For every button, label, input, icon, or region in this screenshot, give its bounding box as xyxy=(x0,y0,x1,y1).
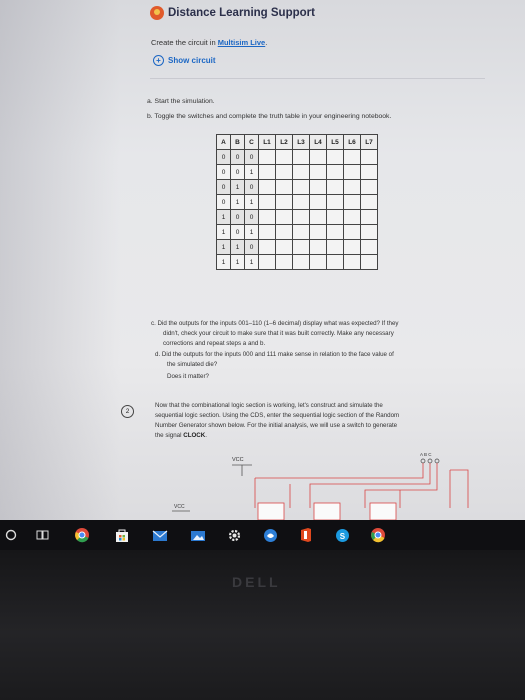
section-divider xyxy=(150,78,485,79)
output-cell[interactable] xyxy=(310,225,327,240)
header-c: C xyxy=(245,135,259,150)
output-cell[interactable] xyxy=(310,195,327,210)
chrome-icon[interactable] xyxy=(72,524,92,546)
input-cell: 1 xyxy=(245,255,259,270)
output-cell[interactable] xyxy=(259,165,276,180)
output-cell[interactable] xyxy=(327,195,344,210)
truth-table-row xyxy=(217,195,378,210)
output-cell[interactable] xyxy=(276,150,293,165)
output-cell[interactable] xyxy=(310,210,327,225)
input-cell: 0 xyxy=(231,165,245,180)
output-cell[interactable] xyxy=(276,195,293,210)
input-cell: 0 xyxy=(231,150,245,165)
output-cell[interactable] xyxy=(259,150,276,165)
input-cell: 1 xyxy=(245,165,259,180)
header-l4: L4 xyxy=(310,135,327,150)
output-cell[interactable] xyxy=(293,255,310,270)
step-b: b. Toggle the switches and complete the truth table in your engineering notebook. xyxy=(147,113,392,120)
output-cell[interactable] xyxy=(310,255,327,270)
output-cell[interactable] xyxy=(259,195,276,210)
output-cell[interactable] xyxy=(327,165,344,180)
input-cell: 0 xyxy=(217,180,231,195)
output-cell[interactable] xyxy=(310,150,327,165)
output-cell[interactable] xyxy=(344,180,361,195)
question-d-line2: the simulated die? xyxy=(167,361,218,368)
truth-table-row xyxy=(217,255,378,270)
truth-table xyxy=(216,134,378,270)
output-cell[interactable] xyxy=(344,255,361,270)
chrome-alt-icon[interactable] xyxy=(368,524,388,546)
input-cell: 0 xyxy=(245,150,259,165)
multisim-live-link[interactable]: Multisim Live xyxy=(217,38,266,47)
header-l3: L3 xyxy=(293,135,310,150)
input-cell: 1 xyxy=(245,195,259,210)
output-cell[interactable] xyxy=(344,150,361,165)
header-l2: L2 xyxy=(276,135,293,150)
question-d-line1: d. Did the outputs for the inputs 000 and 111 make sense in relation to the face value of xyxy=(155,351,394,358)
output-cell[interactable] xyxy=(344,240,361,255)
svg-text:S: S xyxy=(339,531,345,541)
mail-icon[interactable] xyxy=(150,524,170,546)
output-cell[interactable] xyxy=(259,180,276,195)
header-a: A xyxy=(217,135,231,150)
vcc-bottom-label: VCC xyxy=(174,504,185,510)
truth-table-row xyxy=(217,210,378,225)
input-cell: 0 xyxy=(217,165,231,180)
truth-table-row xyxy=(217,240,378,255)
input-cell: 1 xyxy=(231,180,245,195)
truth-table-header-row xyxy=(217,135,378,150)
input-cell: 0 xyxy=(217,150,231,165)
input-cell: 1 xyxy=(217,240,231,255)
output-cell[interactable] xyxy=(276,210,293,225)
truth-table-row xyxy=(217,225,378,240)
instruction-prefix: Create the circuit in xyxy=(151,38,216,47)
output-cell[interactable] xyxy=(361,150,378,165)
output-cell[interactable] xyxy=(259,210,276,225)
flipflop-2 xyxy=(314,503,340,520)
output-cell[interactable] xyxy=(276,240,293,255)
output-cell[interactable] xyxy=(327,225,344,240)
flipflop-1 xyxy=(258,503,284,520)
truth-table-body xyxy=(217,150,378,270)
input-cell: 1 xyxy=(231,240,245,255)
input-cell: 1 xyxy=(217,210,231,225)
skype-icon[interactable] xyxy=(332,524,352,546)
step-2-text xyxy=(155,401,485,441)
sequential-logic-schematic xyxy=(150,448,490,520)
step-2-number: 2 xyxy=(121,405,134,418)
output-cell[interactable] xyxy=(259,255,276,270)
red-wires xyxy=(255,463,468,508)
output-cell[interactable] xyxy=(344,225,361,240)
input-cell: 0 xyxy=(217,195,231,210)
input-cell: 0 xyxy=(245,240,259,255)
distance-learning-logo-icon xyxy=(150,6,164,20)
input-cell: 0 xyxy=(231,210,245,225)
task-view-icon[interactable] xyxy=(34,524,50,546)
input-cell: 1 xyxy=(217,225,231,240)
probe-c xyxy=(435,459,439,463)
output-cell[interactable] xyxy=(327,180,344,195)
output-cell[interactable] xyxy=(344,210,361,225)
output-cell[interactable] xyxy=(293,165,310,180)
input-cell: 0 xyxy=(245,210,259,225)
question-c-line1: c. Did the outputs for the inputs 001–110 (1–6 decimal) display what was expected? If they xyxy=(151,320,399,327)
output-cell[interactable] xyxy=(327,210,344,225)
output-cell[interactable] xyxy=(276,225,293,240)
show-circuit-label: Show circuit xyxy=(168,56,216,65)
input-cell: 0 xyxy=(231,225,245,240)
input-cell: 1 xyxy=(231,255,245,270)
step-2-line2: sequential logic section. Using the CDS, enter the sequential logic section of the Random xyxy=(155,412,400,419)
question-d-line3: Does it matter? xyxy=(167,373,209,380)
instruction-suffix: . xyxy=(265,38,268,47)
store-icon[interactable] xyxy=(112,524,132,546)
truth-table-row xyxy=(217,165,378,180)
screen-glare xyxy=(0,0,120,520)
abc-label: A B C xyxy=(420,452,432,457)
edge-icon[interactable] xyxy=(260,524,280,546)
laptop-bezel xyxy=(0,550,525,700)
output-cell[interactable] xyxy=(344,165,361,180)
instruction-text xyxy=(151,38,267,47)
output-cell[interactable] xyxy=(293,150,310,165)
output-cell[interactable] xyxy=(293,225,310,240)
output-cell[interactable] xyxy=(361,180,378,195)
step-2-line4-suffix: . xyxy=(205,432,207,439)
output-cell[interactable] xyxy=(361,225,378,240)
header-l5: L5 xyxy=(327,135,344,150)
step-2-line3: Number Generator shown below. For the initial analysis, we will use a switch to generate xyxy=(155,422,398,429)
output-cell[interactable] xyxy=(293,180,310,195)
output-cell[interactable] xyxy=(361,255,378,270)
output-cell[interactable] xyxy=(327,255,344,270)
header-l6: L6 xyxy=(344,135,361,150)
output-cell[interactable] xyxy=(293,210,310,225)
probe-b xyxy=(428,459,432,463)
question-c-line3: corrections and repeat steps a and b. xyxy=(163,340,266,347)
output-cell[interactable] xyxy=(259,240,276,255)
input-cell: 1 xyxy=(245,225,259,240)
input-cell: 1 xyxy=(217,255,231,270)
output-cell[interactable] xyxy=(293,195,310,210)
truth-table-row xyxy=(217,150,378,165)
header-l1: L1 xyxy=(259,135,276,150)
output-cell[interactable] xyxy=(327,150,344,165)
output-cell[interactable] xyxy=(259,225,276,240)
header-l7: L7 xyxy=(361,135,378,150)
output-cell[interactable] xyxy=(361,165,378,180)
output-cell[interactable] xyxy=(310,180,327,195)
settings-gear-icon[interactable] xyxy=(224,524,244,546)
output-cell[interactable] xyxy=(276,165,293,180)
flipflop-3 xyxy=(370,503,396,520)
probe-a xyxy=(421,459,425,463)
step-2-line4 xyxy=(155,431,485,441)
dell-logo: DELL xyxy=(232,574,281,590)
question-c-line2: didn't, check your circuit to make sure that it was built correctly. Make any necessary xyxy=(163,330,394,337)
app-title: Distance Learning Support xyxy=(168,7,315,19)
output-cell[interactable] xyxy=(361,195,378,210)
vcc-top-label: VCC xyxy=(232,457,244,463)
output-cell[interactable] xyxy=(276,180,293,195)
truth-table-row xyxy=(217,180,378,195)
output-cell[interactable] xyxy=(344,195,361,210)
input-cell: 0 xyxy=(245,180,259,195)
office-icon[interactable] xyxy=(296,524,316,546)
clock-signal-name: CLOCK xyxy=(183,432,206,439)
plus-circle-icon: + xyxy=(153,55,164,66)
output-cell[interactable] xyxy=(310,165,327,180)
output-cell[interactable] xyxy=(276,255,293,270)
header-b: B xyxy=(231,135,245,150)
output-cell[interactable] xyxy=(361,210,378,225)
step-2-line1: Now that the combinational logic section is working, let's construct and simulate the xyxy=(155,402,383,409)
input-cell: 1 xyxy=(231,195,245,210)
output-cell[interactable] xyxy=(310,240,327,255)
cortana-circle-icon[interactable] xyxy=(4,524,18,546)
show-circuit-button[interactable] xyxy=(153,55,216,66)
output-cell[interactable] xyxy=(293,240,310,255)
app-header xyxy=(150,6,315,20)
step-a: a. Start the simulation. xyxy=(147,98,215,105)
output-cell[interactable] xyxy=(361,240,378,255)
output-cell[interactable] xyxy=(327,240,344,255)
windows-taskbar xyxy=(0,520,525,550)
photos-icon[interactable] xyxy=(188,524,208,546)
step-2-line4-prefix: the signal xyxy=(155,432,182,439)
